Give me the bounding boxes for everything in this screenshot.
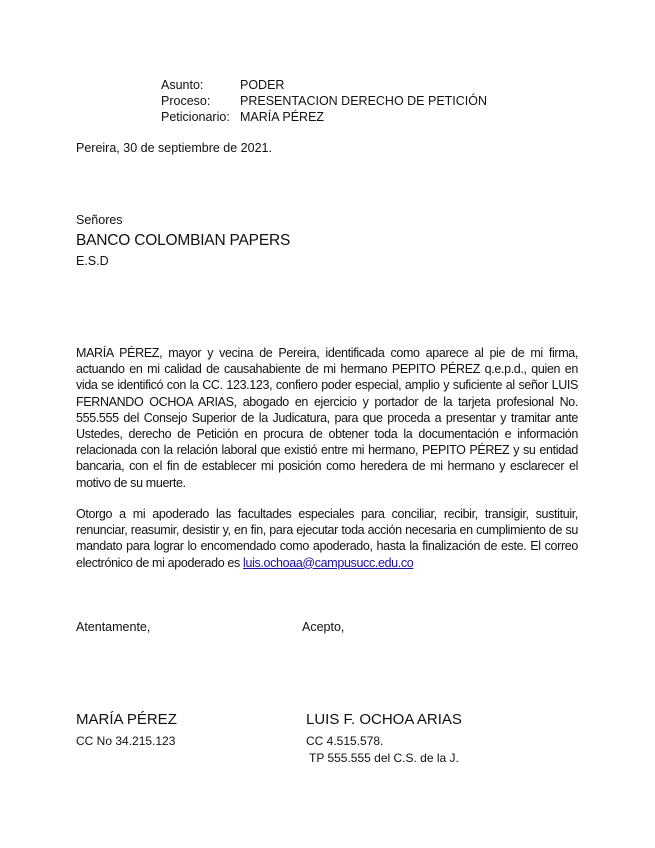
- document-header: [161, 77, 487, 125]
- closing-left: Atentamente,: [76, 620, 151, 634]
- body-paragraph-1: MARÍA PÉREZ, mayor y vecina de Pereira, identificada como aparece al pie de mi firma, actuando en mi calidad de causahabiente de mi hermano PEPITO PÉREZ q.e.p.d., quien en vida se identificó con la CC. 123.123, confiero poder especial, amplio y suficiente al señor LUIS FERNANDO OCHOA ARIAS, abogado en ejercicio y portador de la tarjeta profesional No. 555.555 del Consejo Superior de la Judicatura, para que proceda a presentar y tramitar ante Ustedes, derecho de Petición en procura de obtener toda la documentación e información relacionada con la relación laboral que existió entre mi hermano, PEPITO PÉREZ y su entidad bancaria, con el fin de establecer mi posición como heredera de mi hermano y esclarecer el motivo de su muerte.: [76, 346, 578, 490]
- header-key: Asunto:: [161, 78, 204, 92]
- header-key: Proceso:: [161, 94, 211, 108]
- header-key: Peticionario:: [161, 110, 230, 124]
- header-row-peticionario: [161, 109, 487, 125]
- header-row-asunto: [161, 77, 487, 93]
- signature-right-id: CC 4.515.578.: [306, 734, 384, 748]
- email-link[interactable]: luis.ochoaa@campusucc.edu.co: [243, 555, 414, 570]
- body-paragraph-2-text: Otorgo a mi apoderado las facultades especiales para conciliar, recibir, transigir, sustituir, renunciar, reasumir, desistir y, en fin, para ejecutar toda acción necesaria en cumplimiento de su mandato para lograr lo encomendado como apoderado, hasta la finalización de este. El correo electrónico de mi apoderado es: [76, 507, 578, 570]
- recipient-name: BANCO COLOMBIAN PAPERS: [76, 232, 291, 249]
- recipient-salutation: Señores: [76, 213, 123, 227]
- header-value: PRESENTACION DERECHO DE PETICIÓN: [240, 94, 488, 108]
- signature-left-id: CC No 34.215.123: [76, 734, 176, 748]
- header-value: MARÍA PÉREZ: [240, 110, 325, 124]
- header-value: PODER: [240, 78, 285, 92]
- signature-left-name: MARÍA PÉREZ: [76, 711, 177, 728]
- recipient-esd: E.S.D: [76, 254, 109, 268]
- signature-right-name: LUIS F. OCHOA ARIAS: [306, 711, 462, 728]
- signature-right-tp: TP 555.555 del C.S. de la J.: [309, 751, 459, 765]
- header-row-proceso: [161, 93, 487, 109]
- date-line: Pereira, 30 de septiembre de 2021.: [76, 141, 272, 155]
- closing-right: Acepto,: [302, 620, 345, 634]
- body-paragraph-2: [76, 506, 578, 571]
